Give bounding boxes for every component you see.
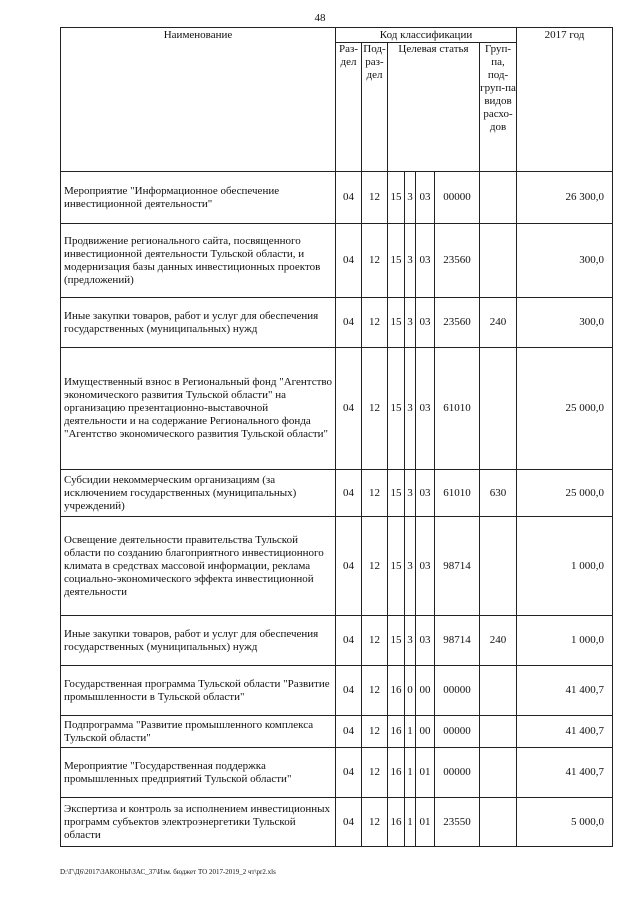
cell-rz: 04 [336,798,362,847]
cell-name: Субсидии некоммерческим организациям (за исключением государственных (муниципальных) учреждений) [61,470,336,517]
cell-pr: 12 [362,666,388,716]
cell-name: Имущественный взнос в Региональный фонд "Агентство экономического развития Тульской области" на организацию презентационно-выставочной деятельности и на содержание Регионального фонда "Агентство экономического развития Тульской области" [61,348,336,470]
header-expense-group: Груп-па, под-груп-па видов расхо-дов [480,43,517,172]
budget-table [60,27,613,847]
cell-pr: 12 [362,470,388,517]
header-classification: Код классификации [336,28,517,43]
cell-c3: 00 [416,666,435,716]
cell-c2: 3 [405,470,416,517]
cell-c4: 23550 [435,798,480,847]
cell-c1: 15 [388,348,405,470]
cell-c3: 03 [416,470,435,517]
file-path-footer: D:\Г\Д6\2017\ЗАКОНЫ\ЗАС_37\Изм. бюджет ТО 2017-2019_2 чт\рr2.xls [60,868,276,876]
cell-c4: 23560 [435,224,480,298]
cell-vr [480,666,517,716]
cell-c1: 15 [388,616,405,666]
cell-c4: 00000 [435,172,480,224]
cell-c2: 3 [405,348,416,470]
cell-c2: 3 [405,224,416,298]
table-row [61,616,613,666]
cell-rz: 04 [336,298,362,348]
cell-c2: 3 [405,298,416,348]
cell-vr [480,716,517,748]
table-row [61,298,613,348]
cell-vr [480,798,517,847]
cell-c2: 1 [405,716,416,748]
table-row [61,666,613,716]
cell-c2: 1 [405,798,416,847]
cell-name: Подпрограмма "Развитие промышленного комплекса Тульской области" [61,716,336,748]
cell-vr [480,348,517,470]
cell-c3: 03 [416,224,435,298]
cell-amount: 300,0 [517,224,613,298]
cell-c2: 1 [405,748,416,798]
cell-pr: 12 [362,716,388,748]
cell-c4: 00000 [435,748,480,798]
header-name: Наименование [61,28,336,172]
cell-c3: 03 [416,616,435,666]
cell-pr: 12 [362,172,388,224]
cell-amount: 1 000,0 [517,517,613,616]
cell-c4: 61010 [435,348,480,470]
cell-c3: 03 [416,517,435,616]
cell-c4: 00000 [435,666,480,716]
page-number: 48 [314,12,326,24]
cell-c2: 3 [405,616,416,666]
cell-amount: 41 400,7 [517,748,613,798]
table-row [61,748,613,798]
cell-c3: 03 [416,348,435,470]
cell-name: Мероприятие "Государственная поддержка промышленных предприятий Тульской области" [61,748,336,798]
cell-c4: 61010 [435,470,480,517]
cell-name: Продвижение регионального сайта, посвященного инвестиционной деятельности Тульской области, и модернизация базы данных инвестиционных проектов (предложений) [61,224,336,298]
cell-vr [480,172,517,224]
cell-vr [480,517,517,616]
cell-rz: 04 [336,348,362,470]
header-row-1 [61,28,613,43]
cell-amount: 26 300,0 [517,172,613,224]
cell-name: Государственная программа Тульской области "Развитие промышленности в Тульской области" [61,666,336,716]
cell-c1: 16 [388,748,405,798]
cell-rz: 04 [336,517,362,616]
cell-rz: 04 [336,716,362,748]
cell-c2: 3 [405,172,416,224]
cell-rz: 04 [336,470,362,517]
cell-c1: 16 [388,716,405,748]
cell-c4: 98714 [435,616,480,666]
header-section: Раз-дел [336,43,362,172]
cell-pr: 12 [362,348,388,470]
cell-c1: 15 [388,298,405,348]
cell-c4: 00000 [435,716,480,748]
cell-c3: 01 [416,748,435,798]
table-row [61,172,613,224]
cell-c3: 03 [416,298,435,348]
cell-c1: 15 [388,470,405,517]
cell-c1: 15 [388,517,405,616]
cell-c2: 0 [405,666,416,716]
cell-pr: 12 [362,748,388,798]
cell-c3: 01 [416,798,435,847]
cell-amount: 25 000,0 [517,348,613,470]
cell-vr: 240 [480,616,517,666]
cell-name: Иные закупки товаров, работ и услуг для обеспечения государственных (муниципальных) нужд [61,298,336,348]
cell-c4: 98714 [435,517,480,616]
cell-name: Мероприятие "Информационное обеспечение инвестиционной деятельности" [61,172,336,224]
cell-amount: 300,0 [517,298,613,348]
cell-pr: 12 [362,224,388,298]
cell-amount: 41 400,7 [517,716,613,748]
cell-c2: 3 [405,517,416,616]
table-row [61,716,613,748]
table-row [61,798,613,847]
cell-c1: 16 [388,666,405,716]
cell-amount: 5 000,0 [517,798,613,847]
cell-vr [480,748,517,798]
cell-rz: 04 [336,172,362,224]
header-year: 2017 год [517,28,613,172]
cell-pr: 12 [362,298,388,348]
cell-amount: 1 000,0 [517,616,613,666]
cell-amount: 41 400,7 [517,666,613,716]
cell-rz: 04 [336,224,362,298]
cell-name: Экспертиза и контроль за исполнением инвестиционных программ субъектов электроэнергетики Тульской области [61,798,336,847]
cell-pr: 12 [362,517,388,616]
table-row [61,517,613,616]
cell-name: Освещение деятельности правительства Тульской области по созданию благоприятного инвестиционного климата в средствах массовой информации, реклама социально-экономического эффекта инвестиционной деятельности [61,517,336,616]
cell-rz: 04 [336,666,362,716]
cell-vr: 630 [480,470,517,517]
table-row [61,470,613,517]
cell-name: Иные закупки товаров, работ и услуг для обеспечения государственных (муниципальных) нужд [61,616,336,666]
cell-c3: 00 [416,716,435,748]
cell-c4: 23560 [435,298,480,348]
cell-c1: 15 [388,172,405,224]
header-subsection: Под-раз-дел [362,43,388,172]
table-row [61,224,613,298]
table-row [61,348,613,470]
header-target-article: Целевая статья [388,43,480,172]
cell-vr: 240 [480,298,517,348]
cell-vr [480,224,517,298]
cell-amount: 25 000,0 [517,470,613,517]
cell-pr: 12 [362,798,388,847]
cell-c3: 03 [416,172,435,224]
cell-pr: 12 [362,616,388,666]
cell-rz: 04 [336,748,362,798]
cell-c1: 16 [388,798,405,847]
cell-rz: 04 [336,616,362,666]
cell-c1: 15 [388,224,405,298]
